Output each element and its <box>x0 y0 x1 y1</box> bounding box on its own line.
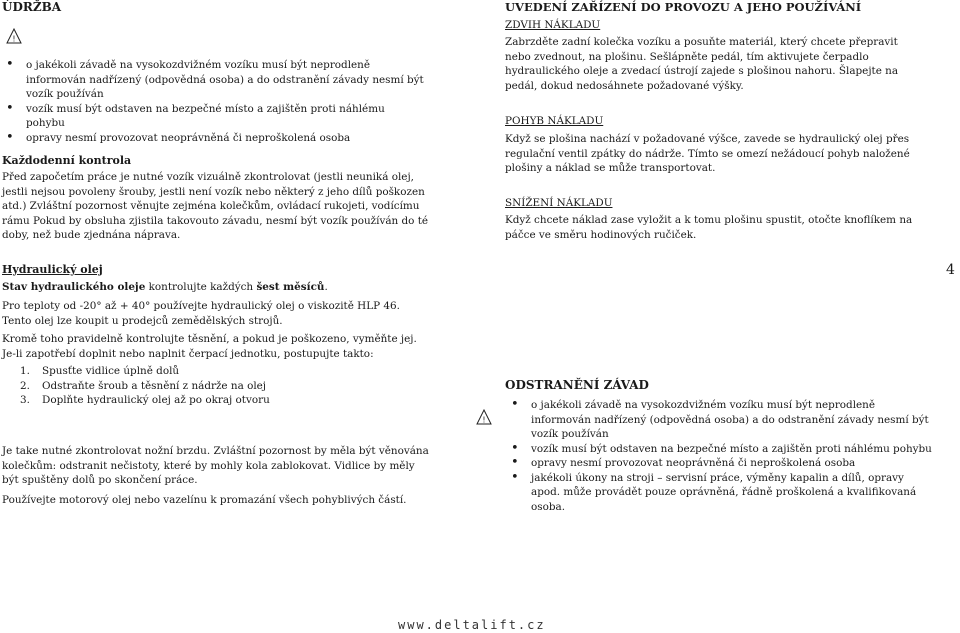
udrzba-list <box>6 58 426 145</box>
snizeni-title: SNÍŽENÍ NÁKLADU <box>505 197 613 209</box>
step-item: 1. Spusťte vidlice úplně dolů <box>20 365 180 377</box>
step-item: 3. Doplňte hydraulický olej až po okraj otvoru <box>20 394 270 406</box>
list-item: • jakékoli úkony na stroji – servisní práce, výměny kapalin a dílů, opravy apod. může provádět pouze oprávněná, řádně proškolená a kvalifikovaná osoba. <box>511 471 936 515</box>
list-item: • vozík musí být odstaven na bezpečné místo a zajištěn proti náhlému pohybu <box>6 102 426 131</box>
list-item: • opravy nesmí provozovat neoprávněná či neproškolená osoba <box>6 131 426 146</box>
list-item: • o jakékoli závadě na vysokozdvižném vozíku musí být neprodleně informován nadřízený (odpovědná osoba) a do odstranění závady nesmí být vozík používán <box>511 398 936 442</box>
brake-paragraph: Je take nutné zkontrolovat nožní brzdu. Zvláštní pozornost by měla být věnována kolečkům: odstranit nečistoty, které by mohly kola zablokovat. Vidlice by měly být spuštěny dolů po skončení práce. <box>2 445 429 486</box>
step-item: 2. Odstraňte šroub a těsnění z nádrže na olej <box>20 379 267 392</box>
hydro-state: Stav hydraulického oleje kontrolujte každých šest měsíců. <box>2 281 328 293</box>
uvedeni-title: UVEDENÍ ZAŘÍZENÍ DO PROVOZU A JEHO POUŽÍVÁNÍ <box>505 0 862 14</box>
odstraneni-list <box>511 398 936 514</box>
svg-text:!: ! <box>12 34 16 44</box>
list-item: • opravy nesmí provozovat neoprávněná či neproškolená osoba <box>511 456 936 471</box>
snizeni-paragraph: Když chcete náklad zase vyložit a k tomu plošinu spustit, otočte knoflíkem na páčce ve směru hodinových ručiček. <box>505 214 913 241</box>
svg-text:!: ! <box>482 415 486 425</box>
zdvih-title: ZDVIH NÁKLADU <box>505 19 601 31</box>
kontrola-title: Každodenní kontrola <box>2 154 132 167</box>
hydro-paragraph-2: Kromě toho pravidelně kontrolujte těsnění, a pokud je poškozeno, vyměňte jej. Je-li zapotřebí doplnit nebo naplnit čerpací jednotku, postupujte takto: <box>2 333 417 360</box>
warning-icon <box>6 28 22 44</box>
oil-paragraph: Používejte motorový olej nebo vazelínu k promazání všech pohyblivých částí. <box>2 494 407 506</box>
warning-icon <box>476 409 492 425</box>
kontrola-paragraph: Před započetím práce je nutné vozík vizuálně zkontrolovat (jestli neuniká olej, jestli nejsou povoleny šrouby, jestli není vozík nebo některý z jeho dílů poškozen atd.) Zvláštní pozornost věnujte zejména kolečkům, ovládací rukojeti, vodícímu rámu Pokud by obsluha zjistila takovouto závadu, nesmí být vozík používán do té doby, než bude zjednána náprava. <box>2 171 429 241</box>
zdvih-paragraph: Zabrzděte zadní kolečka vozíku a posuňte materiál, který chcete přepravit nebo zvednout, na plošinu. Sešlápněte pedál, tím aktivujete čerpadlo hydraulického oleje a zvedací ústrojí zajede s plošinou nahoru. Šlapejte na pedál, dokud nedosáhnete požadované výšky. <box>505 36 899 92</box>
udrzba-title: ÚDRŽBA <box>2 0 62 14</box>
pohyb-paragraph: Když se plošina nachází v požadované výšce, zavede se hydraulický olej přes regulační ventil zpátky do nádrže. Tímto se omezí nežádoucí pohyb naložené plošiny a náklad se může transportovat. <box>505 133 910 174</box>
list-item: • vozík musí být odstaven na bezpečné místo a zajištěn proti náhlému pohybu <box>511 442 936 457</box>
hydro-title: Hydraulický olej <box>2 263 103 276</box>
list-item: • o jakékoli závadě na vysokozdvižném vozíku musí být neprodleně informován nadřízený (odpovědná osoba) a do odstranění závady nesmí být vozík používán <box>6 58 426 102</box>
steps-list <box>14 364 414 408</box>
page-number: 4 <box>946 262 955 278</box>
odstraneni-title: ODSTRANĚNÍ ZÁVAD <box>505 378 649 392</box>
hydro-paragraph-1: Pro teploty od -20° až + 40° používejte hydraulický olej o viskozitě HLP 46. Tento olej lze koupit u prodejců zemědělských strojů. <box>2 300 400 327</box>
footer-url[interactable]: www.deltalift.cz <box>398 618 546 632</box>
pohyb-title: POHYB NÁKLADU <box>505 115 604 127</box>
